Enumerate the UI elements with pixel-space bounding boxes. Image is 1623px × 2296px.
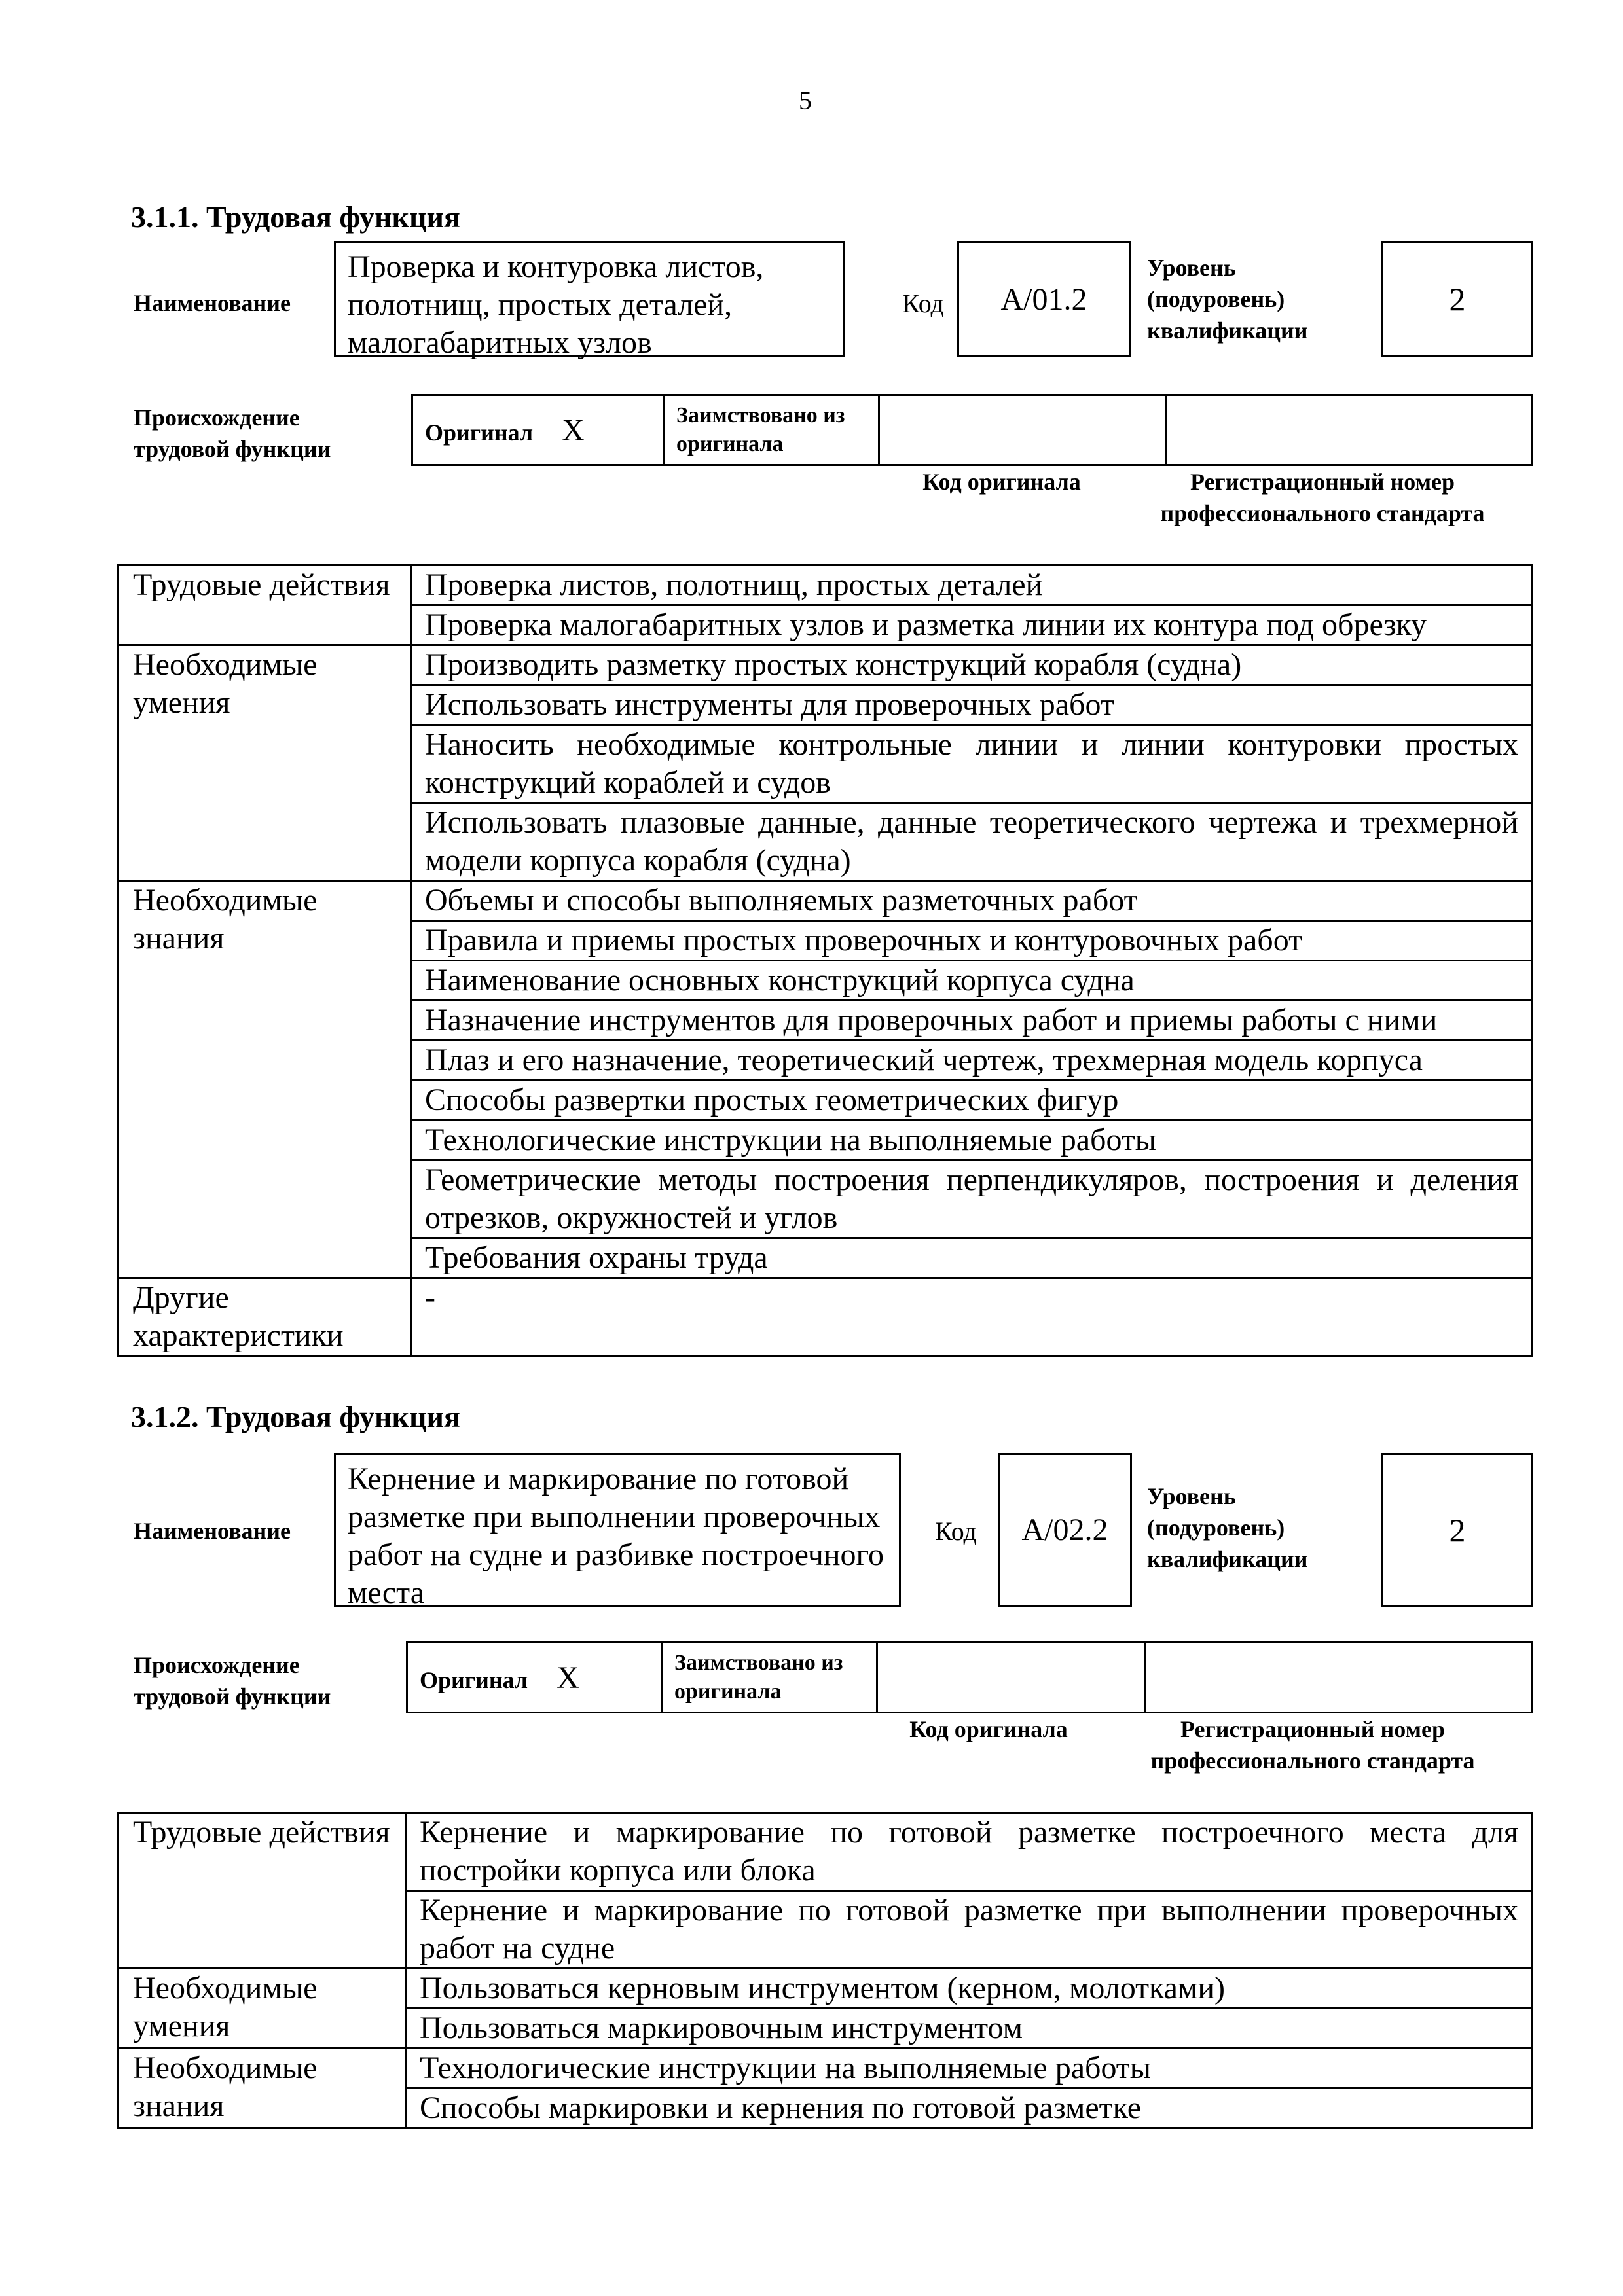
table-cell: Технологические инструкции на выполняемые работы — [411, 1121, 1533, 1160]
function-table — [117, 1812, 1533, 2129]
function-name: Проверка и контуровка листов, полотнищ, простых деталей, малогабаритных узлов — [348, 249, 764, 360]
table-cell: Объемы и способы выполняемых разметочных работ — [411, 881, 1533, 921]
function-table — [117, 564, 1533, 1357]
borrowed-label: Заимствовано из оригинала — [662, 1643, 877, 1713]
origin-table — [411, 394, 1533, 466]
level-value: 2 — [1449, 1511, 1466, 1549]
table-cell: Кернение и маркирование по готовой разметке построечного места для постройки корпуса или блока — [406, 1813, 1533, 1891]
table-cell: Пользоваться маркировочным инструментом — [406, 2009, 1533, 2049]
category-skills: Необходимые умения — [118, 1969, 406, 2049]
table-cell: Наносить необходимые контрольные линии и линии контуровки простых конструкций кораблей и судов — [411, 725, 1533, 803]
table-cell: Плаз и его назначение, теоретический чертеж, трехмерная модель корпуса — [411, 1041, 1533, 1081]
function-code: А/02.2 — [1021, 1513, 1108, 1547]
code-box — [957, 241, 1131, 357]
category-knowledge: Необходимые знания — [118, 2049, 406, 2128]
reg-number-cell — [1167, 395, 1533, 465]
table-cell: Использовать плазовые данные, данные теоретического чертежа и трехмерной модели корпуса корабля (судна) — [411, 803, 1533, 881]
original-code-cell — [879, 395, 1167, 465]
table-cell: Требования охраны труда — [411, 1238, 1533, 1278]
name-label: Наименование — [134, 1518, 291, 1544]
category-skills: Необходимые умения — [118, 645, 411, 881]
table-cell: Геометрические методы построения перпендикуляров, построения и деления отрезков, окружностей и углов — [411, 1160, 1533, 1238]
table-cell: Производить разметку простых конструкций корабля (судна) — [411, 645, 1533, 685]
table-cell: Способы развертки простых геометрических фигур — [411, 1081, 1533, 1121]
function-name: Кернение и маркирование по готовой разметке при выполнении проверочных работ на судне и разбивке построечного места — [348, 1462, 884, 1610]
original-label: Оригинал — [425, 419, 534, 446]
code-label: Код — [902, 289, 944, 318]
original-code-cell — [877, 1643, 1145, 1713]
level-label: Уровень (подуровень) квалификации — [1147, 255, 1308, 344]
category-labor-actions: Трудовые действия — [118, 1813, 406, 1969]
original-mark: Х — [556, 1660, 579, 1695]
table-cell: Назначение инструментов для проверочных работ и приемы работы с ними — [411, 1001, 1533, 1041]
table-cell: Правила и приемы простых проверочных и контуровочных работ — [411, 921, 1533, 961]
category-labor-actions: Трудовые действия — [118, 565, 411, 645]
origin-table — [406, 1641, 1533, 1713]
origin-label: Происхождение трудовой функции — [134, 1652, 331, 1710]
table-cell: Проверка малогабаритных узлов и разметка линии их контура под обрезку — [411, 605, 1533, 645]
page-number: 5 — [799, 86, 812, 115]
reg-number-caption: Регистрационный номер профессионального стандарта — [1150, 1716, 1475, 1774]
table-cell: Наименование основных конструкций корпуса судна — [411, 961, 1533, 1001]
table-cell: Кернение и маркирование по готовой разметке при выполнении проверочных работ на судне — [406, 1891, 1533, 1969]
section-title: 3.1.2. Трудовая функция — [131, 1400, 460, 1433]
table-cell: Способы маркировки и кернения по готовой разметке — [406, 2089, 1533, 2128]
reg-number-caption: Регистрационный номер профессионального стандарта — [1160, 469, 1485, 526]
function-name-box — [334, 1453, 901, 1610]
level-box — [1381, 241, 1533, 357]
level-box — [1381, 1453, 1533, 1607]
original-cell — [407, 1643, 662, 1713]
table-cell: Проверка листов, полотнищ, простых деталей — [411, 565, 1533, 605]
category-other: Другие характеристики — [118, 1278, 411, 1356]
borrowed-label: Заимствовано из оригинала — [664, 395, 879, 465]
code-label: Код — [935, 1516, 977, 1546]
category-knowledge: Необходимые знания — [118, 881, 411, 1278]
section-title: 3.1.1. Трудовая функция — [131, 200, 460, 234]
level-value: 2 — [1449, 281, 1466, 317]
table-cell: Технологические инструкции на выполняемые работы — [406, 2049, 1533, 2089]
table-cell: Использовать инструменты для проверочных работ — [411, 685, 1533, 725]
orig-code-caption: Код оригинала — [909, 1716, 1068, 1742]
original-label: Оригинал — [420, 1666, 528, 1693]
table-cell: - — [411, 1278, 1533, 1356]
function-code: А/01.2 — [1000, 281, 1087, 317]
function-name-box — [334, 241, 845, 360]
original-mark: Х — [562, 412, 585, 448]
orig-code-caption: Код оригинала — [922, 469, 1081, 495]
origin-label: Происхождение трудовой функции — [134, 404, 331, 462]
original-cell — [412, 395, 664, 465]
table-cell: Пользоваться керновым инструментом (керном, молотками) — [406, 1969, 1533, 2009]
reg-number-cell — [1145, 1643, 1533, 1713]
level-label: Уровень (подуровень) квалификации — [1147, 1483, 1308, 1572]
code-box — [998, 1453, 1132, 1607]
name-label: Наименование — [134, 290, 291, 316]
